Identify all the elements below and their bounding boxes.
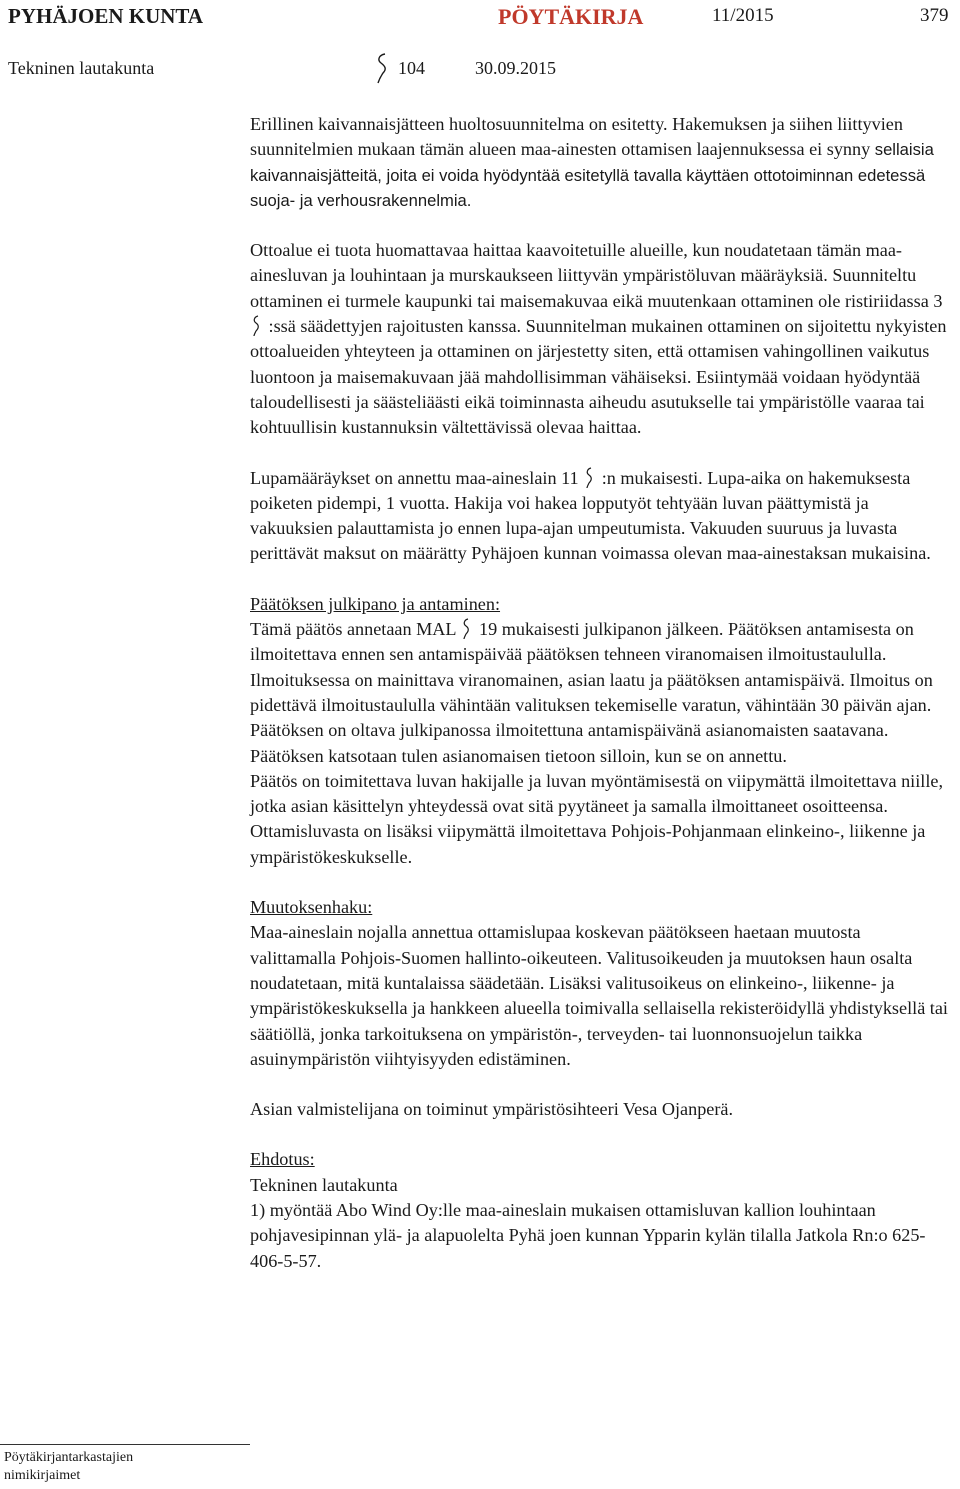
page-number: 379 (920, 5, 949, 26)
document-number: 11/2015 (712, 5, 774, 26)
paragraph-impacts: Ottoalue ei tuota huomattavaa haittaa kaavoitetuille alueille, kun noudatetaan tämän maa-ainesluvan ja louhintaan ja murskaukseen liittyvän ympäristöluvan määräyksiä. Suunniteltu ottaminen ei turmele kaupunki tai maisemakuvaa eikä muutenkaan ottaminen ole ristiriidassa 3 :ssä säädettyjen rajoitusten kanssa. Suunnitelman mukainen ottaminen on sijoitettu nykyisten ottoalueiden yhteyteen ja ottaminen on järjestetty siten, että ottamisen vahingollinen vaikutus luontoon ja maisemakuvaan jää mahdollisimman vähäiseksi. Esiintymää voidaan hyödyntää taloudellisesti ja säästeliäästi eikä toiminnasta aiheudu asutukselle tai ympäristölle vaaraa tai kohtuullisin kustannuksin vältettävissä olevaa haittaa. (250, 240, 947, 438)
paragraph-preparer: Asian valmistelijana on toiminut ympäristösihteeri Vesa Ojanperä. (250, 1099, 734, 1120)
minutes-body (250, 112, 950, 1274)
committee-name: Tekninen lautakunta (8, 58, 155, 78)
heading-publication: Päätöksen julkipano ja antaminen: (250, 593, 501, 614)
section-number: 104 (398, 58, 425, 78)
document-type: PÖYTÄKIRJA (498, 4, 644, 29)
paragraph-appeal: Maa-aineslain nojalla annettua ottamislupaa koskevan päätökseen haetaan muutosta valittamalla Pohjois-Suomen hallinto-oikeuteen. Valitusoikeuden ja muutoksen haun osalta noudatetaan, mitä kuntalaissa säädetään. Lisäksi valitusoikeus on elinkeino-, liikenne- ja ympäristökeskuksella ja hankkeen alueella toimivalla sellaisella rekisteröidyllä yhdistyksellä tai säätiöllä, jonka tarkoituksena on ympäristön-, terveyden- tai luonnonsuojelun taikka asuinympäristön viihtyisyyden edistäminen. (250, 922, 948, 1069)
heading-proposal: Ehdotus: (250, 1149, 315, 1170)
municipality-name: PYHÄJOEN KUNTA (8, 4, 204, 28)
paragraph-permit-terms: Lupamääräykset on annettu maa-aineslain 11 :n mukaisesti. Lupa-aika on hakemuksesta poiketen pidempi, 1 vuotta. Hakija voi hakea lopputyöt tehtyään luvan päättymistä ja vakuuksien palauttamista jo ennen lupa-ajan umpeutumista. Vakuuden suuruus ja luvasta perittävät maksut on määrätty Pyhäjoen kunnan voimassa olevan maa-ainestaksan mukaisina. (250, 467, 931, 564)
section-sign-icon (252, 315, 260, 337)
paragraph-waste-plan: Erillinen kaivannaisjätteen huoltosuunnitelma on esitetty. Hakemuksen ja siihen liittyvien suunnitelmien mukaan tämän alueen maa-ainesten ottamisen laajennuksessa ei synny sellaisia kaivannaisjätteitä, joita ei voida hyödyntää esitetyllä tavalla käyttäen ottotoiminnan edetessä suoja- ja verhousrakennelmia. (250, 114, 934, 210)
footer-initials-label: Pöytäkirjantarkastajien nimikirjaimet (4, 1450, 134, 1483)
paragraph-publication: Tämä päätös annetaan MAL 19 mukaisesti julkipanon jälkeen. Päätöksen antamisesta on ilmoitettava ennen sen antamispäivää päätöksen tehneen viranomaisen ilmoitustaululla. Ilmoituksessa on mainittava viranomainen, asian laatu ja päätöksen antamispäivä. Ilmoitus on pidettävä ilmoitustaululla vähintään valituksen tekemiselle varatun, vähintään 30 päivän ajan. Päätöksen on oltava julkipanossa ilmoitettuna antamispäivänä asianomaisten saatavana. Päätöksen katsotaan tulen asianomaisen tietoon silloin, kun se on annettu. (250, 619, 933, 766)
paragraph-notification: Päätös on toimitettava luvan hakijalle ja luvan myöntämisestä on viipymättä ilmoitettava niille, jotka asian käsittelyn yhteydessä ovat sitä pyytäneet ja samalla ilmoittaneet osoitteensa. Ottamisluvasta on lisäksi viipymättä ilmoitettava Pohjois-Pohjanmaan elinkeino-, liikenne ja ympäristökeskukselle. (250, 770, 943, 867)
heading-appeal: Muutoksenhaku: (250, 897, 373, 918)
meeting-date: 30.09.2015 (475, 58, 556, 78)
meeting-header (0, 58, 960, 82)
section-sign-icon (375, 52, 389, 84)
proposal-item: 1) myöntää Abo Wind Oy:lle maa-aineslain mukaisen ottamisluvan kallion louhintaan pohjavesipinnan ylä- ja alapuolelta Pyhä joen kunnan Ypparin kylän tilalla Jatkola Rn:o 625-406-5-57. (250, 1199, 926, 1271)
page-header (0, 4, 960, 32)
section-sign-icon (462, 618, 470, 640)
footer-divider (0, 1444, 250, 1445)
section-sign-icon (585, 467, 593, 489)
proposal-body-name: Tekninen lautakunta (250, 1174, 398, 1195)
